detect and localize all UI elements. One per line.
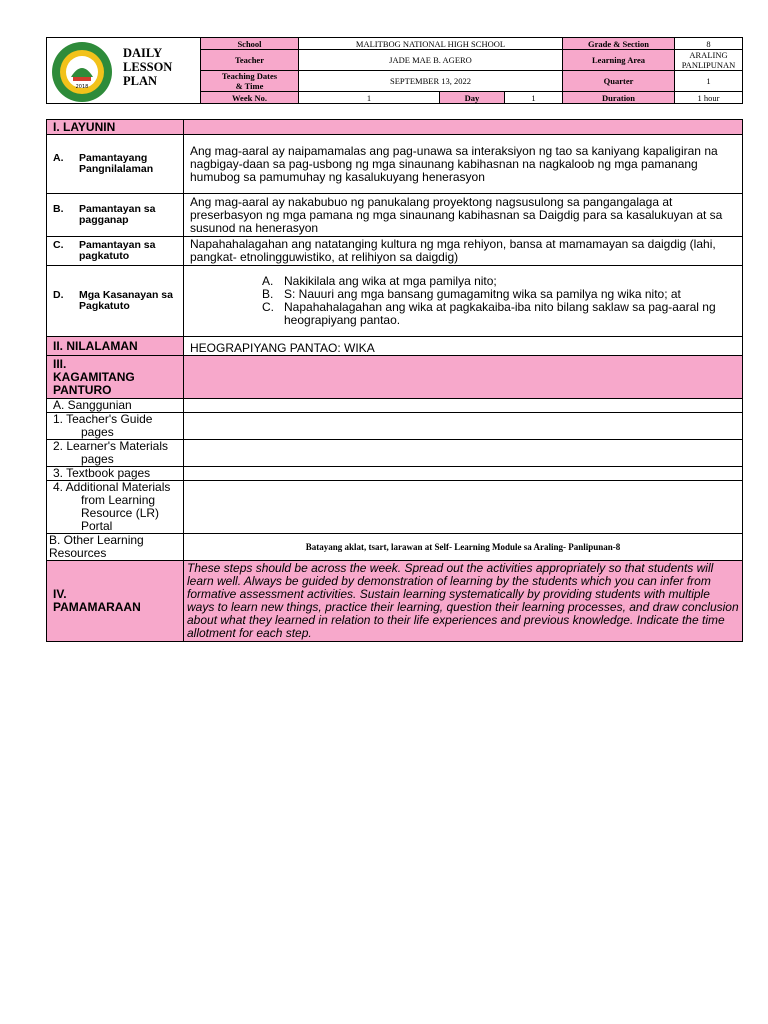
teachers-guide-label: 1. Teacher's Guide pages xyxy=(47,413,184,440)
other-resources-value: Batayang aklat, tsart, larawan at Self- Learning Module sa Araling- Panlipunan-8 xyxy=(184,534,743,561)
learning-competencies-list xyxy=(184,275,742,327)
row-b-content: Ang mag-aaral ay nakabubuo ng panukalang proyektong nagsusulong sa pangangalaga at preserbasyon ng mga pamana ng mga sinaunang kabihasnan sa Daigdig para sa kasalukuyan at sa susunod na henerasyon xyxy=(184,194,743,237)
row-c-label: C. Pamantayan sa pagkatuto xyxy=(47,237,184,266)
list-item: A. Nakikilala ang wika at mga pamilya nito; xyxy=(262,274,497,288)
school-label: School xyxy=(201,38,299,50)
learners-materials-label: 2. Learner's Materials pages xyxy=(47,440,184,467)
section-kagamitan-blank xyxy=(184,356,743,399)
grade-label: Grade & Section xyxy=(563,38,675,50)
week-label: Week No. xyxy=(201,92,299,104)
teacher-label: Teacher xyxy=(201,50,299,71)
section-nilalaman-heading: II. NILALAMAN xyxy=(47,337,184,356)
svg-text:2018: 2018 xyxy=(75,84,89,90)
sanggunian-value xyxy=(184,399,743,413)
textbook-pages-label: 3. Textbook pages xyxy=(47,467,184,481)
day-value: 1 xyxy=(505,92,563,104)
learners-materials-value xyxy=(184,440,743,467)
logo-title-cell xyxy=(47,38,201,104)
quarter-value: 1 xyxy=(675,71,743,92)
week-value: 1 xyxy=(299,92,440,104)
row-a-label: A. Pamantayang Pangnilalaman xyxy=(47,135,184,194)
teachers-guide-value xyxy=(184,413,743,440)
section-pamamaraan-heading: IV. PAMAMARAAN xyxy=(47,561,184,642)
teacher-value: JADE MAE B. AGERO xyxy=(299,50,563,71)
list-item: B. S: Nauuri ang mga bansang gumagamitng wika sa pamilya ng wika nito; at xyxy=(262,287,681,301)
nilalaman-value: HEOGRAPIYANG PANTAO: WIKA xyxy=(184,337,743,356)
grade-value: 8 xyxy=(675,38,743,50)
lesson-plan-table xyxy=(46,119,743,642)
school-seal-logo xyxy=(51,41,113,103)
duration-value: 1 hour xyxy=(675,92,743,104)
quarter-label: Quarter xyxy=(563,71,675,92)
area-label: Learning Area xyxy=(563,50,675,71)
additional-materials-label: 4. Additional Materials from Learning Resource (LR) Portal xyxy=(47,481,184,534)
other-resources-label: B. Other Learning Resources xyxy=(47,534,184,561)
dates-value: SEPTEMBER 13, 2022 xyxy=(299,71,563,92)
day-label: Day xyxy=(440,92,505,104)
row-a-content: Ang mag-aaral ay naipamamalas ang pag-unawa sa interaksiyon ng tao sa kaniyang kapaligiran na nagbigay-daan sa pag-usbong ng mga sinaunang kabihasnan na nagkaloob ng mga pamanang humubog sa pamumuhay ng kasalukuyang henerasyon xyxy=(184,135,743,194)
area-value: ARALING PANLIPUNAN xyxy=(675,50,743,71)
row-d-label: D. Mga Kasanayan sa Pagkatuto xyxy=(47,266,184,337)
sanggunian-label: A. Sanggunian xyxy=(47,399,184,413)
textbook-pages-value xyxy=(184,467,743,481)
dates-label: Teaching Dates & Time xyxy=(201,71,299,92)
row-b-label: B. Pamantayan sa pagganap xyxy=(47,194,184,237)
row-d-content xyxy=(184,266,743,337)
section-kagamitan-heading: III. KAGAMITANG PANTURO xyxy=(47,356,184,399)
list-item: C. Napahahalagahan ang wika at pagkakaiba-iba nito bilang saklaw sa pag-aaral ng heograpiyang pantao. xyxy=(262,300,716,327)
duration-label: Duration xyxy=(563,92,675,104)
section-layunin-heading: I. LAYUNIN xyxy=(47,120,184,135)
pamamaraan-note: These steps should be across the week. Spread out the activities appropriately so that students will learn well. Always be guided by demonstration of learning by the students which you can infer from formative assessment activities. Sustain learning systematically by providing students with multiple ways to learn new things, practice their learning, question their learning processes, and draw conclusion about what they learned in relation to their life experiences and previous knowledge. Indicate the time allotment for each step. xyxy=(184,561,743,642)
header-table xyxy=(46,37,743,104)
section-layunin-blank xyxy=(184,120,743,135)
row-c-content: Napahahalagahan ang natatanging kultura ng mga rehiyon, bansa at mamamayan sa daigdig (lahi, pangkat- etnolingguwistiko, at relihiyon sa daigdig) xyxy=(184,237,743,266)
document-title: DAILY LESSON PLAN xyxy=(123,46,173,88)
school-value: MALITBOG NATIONAL HIGH SCHOOL xyxy=(299,38,563,50)
additional-materials-value xyxy=(184,481,743,534)
